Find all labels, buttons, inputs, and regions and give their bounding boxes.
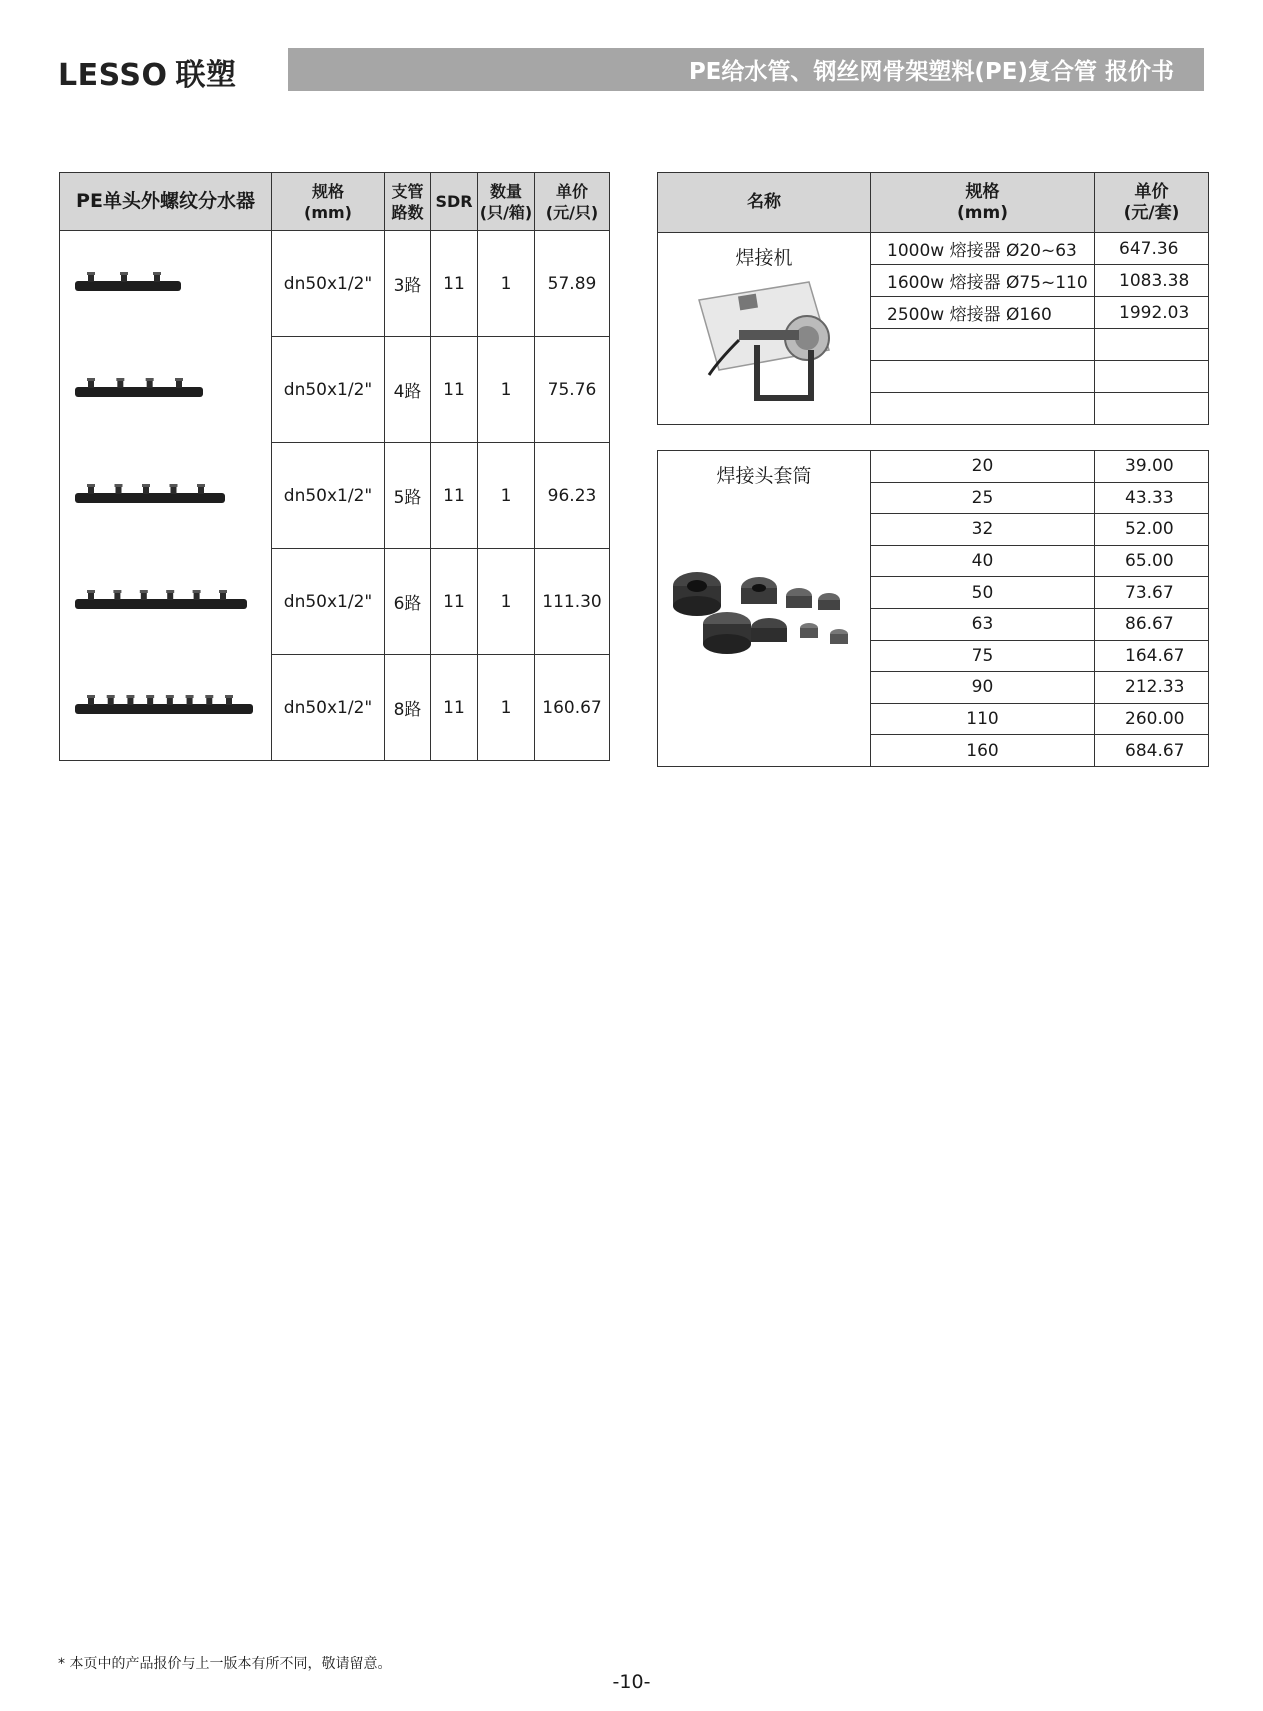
header-spec bbox=[272, 173, 385, 231]
header-price bbox=[1095, 173, 1209, 233]
logo-cn: 联塑 bbox=[175, 58, 237, 93]
table-row bbox=[658, 451, 1209, 483]
spec-cell: 2500w 熔接器 Ø160 bbox=[871, 297, 1095, 329]
branches-cell: 5路 bbox=[385, 443, 431, 549]
spec-cell: 25 bbox=[871, 482, 1095, 514]
header-sdr: SDR bbox=[431, 173, 478, 231]
spec-cell: 110 bbox=[871, 703, 1095, 735]
spec-cell bbox=[871, 361, 1095, 393]
document-title: PE给水管、钢丝网骨架塑料(PE)复合管 报价书 bbox=[688, 59, 1174, 85]
welder-name: 焊接机 bbox=[735, 247, 793, 269]
spec-cell: 1600w 熔接器 Ø75~110 bbox=[871, 265, 1095, 297]
table-row bbox=[60, 443, 610, 549]
spec-cell bbox=[871, 393, 1095, 425]
price-cell: 52.00 bbox=[1095, 514, 1209, 546]
header-branches-text: 支管 路数 bbox=[391, 181, 424, 222]
footnote: * 本页中的产品报价与上一版本有所不同，敬请留意。 bbox=[58, 1656, 392, 1672]
socket-name: 焊接头套筒 bbox=[716, 465, 812, 487]
price-cell bbox=[1095, 329, 1209, 361]
sdr-cell: 11 bbox=[431, 231, 478, 337]
manifold-image bbox=[71, 692, 261, 722]
spec-cell: 32 bbox=[871, 514, 1095, 546]
header-name: 名称 bbox=[658, 173, 871, 233]
price-cell bbox=[1095, 361, 1209, 393]
welder-name-cell bbox=[658, 233, 871, 425]
socket-set-image bbox=[669, 556, 859, 666]
header-branches bbox=[385, 173, 431, 231]
spec-cell: 1000w 熔接器 Ø20~63 bbox=[871, 233, 1095, 265]
manifold-price-table bbox=[59, 172, 610, 761]
welder-price-table bbox=[657, 172, 1209, 425]
page-number: -10- bbox=[612, 1671, 651, 1693]
manifold-image bbox=[71, 375, 261, 405]
qty-cell: 1 bbox=[478, 443, 535, 549]
price-cell bbox=[1095, 393, 1209, 425]
spec-cell: 63 bbox=[871, 608, 1095, 640]
price-cell: 39.00 bbox=[1095, 451, 1209, 483]
product-image-cell bbox=[60, 549, 272, 655]
price-cell: 86.67 bbox=[1095, 608, 1209, 640]
spec-cell bbox=[871, 329, 1095, 361]
sdr-cell: 11 bbox=[431, 549, 478, 655]
socket-name-cell bbox=[658, 451, 871, 767]
qty-cell: 1 bbox=[478, 655, 535, 761]
header-qty-text: 数量 (只/箱) bbox=[479, 181, 533, 222]
price-cell: 111.30 bbox=[535, 549, 610, 655]
product-image-cell bbox=[60, 655, 272, 761]
socket-price-table bbox=[657, 450, 1209, 767]
header-price-text: 单价 (元/套) bbox=[1123, 181, 1180, 223]
manifold-image bbox=[71, 587, 261, 617]
price-cell: 684.67 bbox=[1095, 735, 1209, 767]
price-cell: 1083.38 bbox=[1095, 265, 1209, 297]
sdr-cell: 11 bbox=[431, 655, 478, 761]
header-price-text: 单价 (元/只) bbox=[545, 181, 599, 222]
price-cell: 164.67 bbox=[1095, 640, 1209, 672]
qty-cell: 1 bbox=[478, 549, 535, 655]
spec-cell: dn50x1/2" bbox=[272, 337, 385, 443]
price-cell: 75.76 bbox=[535, 337, 610, 443]
table-row bbox=[658, 233, 1209, 265]
document-title-bar bbox=[288, 48, 1204, 91]
spec-cell: 20 bbox=[871, 451, 1095, 483]
header-product-name: PE单头外螺纹分水器 bbox=[60, 173, 272, 231]
price-cell: 647.36 bbox=[1095, 233, 1209, 265]
logo-en: LESSO bbox=[58, 58, 168, 93]
header-price bbox=[535, 173, 610, 231]
price-cell: 1992.03 bbox=[1095, 297, 1209, 329]
spec-cell: dn50x1/2" bbox=[272, 655, 385, 761]
manifold-image bbox=[71, 269, 261, 299]
table-row bbox=[60, 549, 610, 655]
header-spec-text: 规格 (mm) bbox=[957, 181, 1008, 223]
spec-cell: 40 bbox=[871, 545, 1095, 577]
product-image-cell bbox=[60, 443, 272, 549]
price-cell: 212.33 bbox=[1095, 672, 1209, 704]
sdr-cell: 11 bbox=[431, 443, 478, 549]
header-qty bbox=[478, 173, 535, 231]
spec-cell: 75 bbox=[871, 640, 1095, 672]
branches-cell: 4路 bbox=[385, 337, 431, 443]
header-spec-text: 规格 (mm) bbox=[304, 181, 352, 222]
spec-cell: 90 bbox=[871, 672, 1095, 704]
manifold-image bbox=[71, 481, 261, 511]
price-cell: 57.89 bbox=[535, 231, 610, 337]
table-row bbox=[60, 337, 610, 443]
qty-cell: 1 bbox=[478, 337, 535, 443]
product-image-cell bbox=[60, 231, 272, 337]
branches-cell: 3路 bbox=[385, 231, 431, 337]
product-image-cell bbox=[60, 337, 272, 443]
welder-machine-image bbox=[679, 270, 849, 410]
price-cell: 73.67 bbox=[1095, 577, 1209, 609]
table-row bbox=[60, 655, 610, 761]
price-cell: 43.33 bbox=[1095, 482, 1209, 514]
spec-cell: dn50x1/2" bbox=[272, 443, 385, 549]
price-cell: 96.23 bbox=[535, 443, 610, 549]
spec-cell: 50 bbox=[871, 577, 1095, 609]
table-row bbox=[60, 231, 610, 337]
spec-cell: dn50x1/2" bbox=[272, 231, 385, 337]
qty-cell: 1 bbox=[478, 231, 535, 337]
brand-logo bbox=[58, 50, 236, 94]
spec-cell: 160 bbox=[871, 735, 1095, 767]
price-cell: 260.00 bbox=[1095, 703, 1209, 735]
branches-cell: 8路 bbox=[385, 655, 431, 761]
spec-cell: dn50x1/2" bbox=[272, 549, 385, 655]
price-cell: 65.00 bbox=[1095, 545, 1209, 577]
header-spec bbox=[871, 173, 1095, 233]
sdr-cell: 11 bbox=[431, 337, 478, 443]
price-cell: 160.67 bbox=[535, 655, 610, 761]
branches-cell: 6路 bbox=[385, 549, 431, 655]
